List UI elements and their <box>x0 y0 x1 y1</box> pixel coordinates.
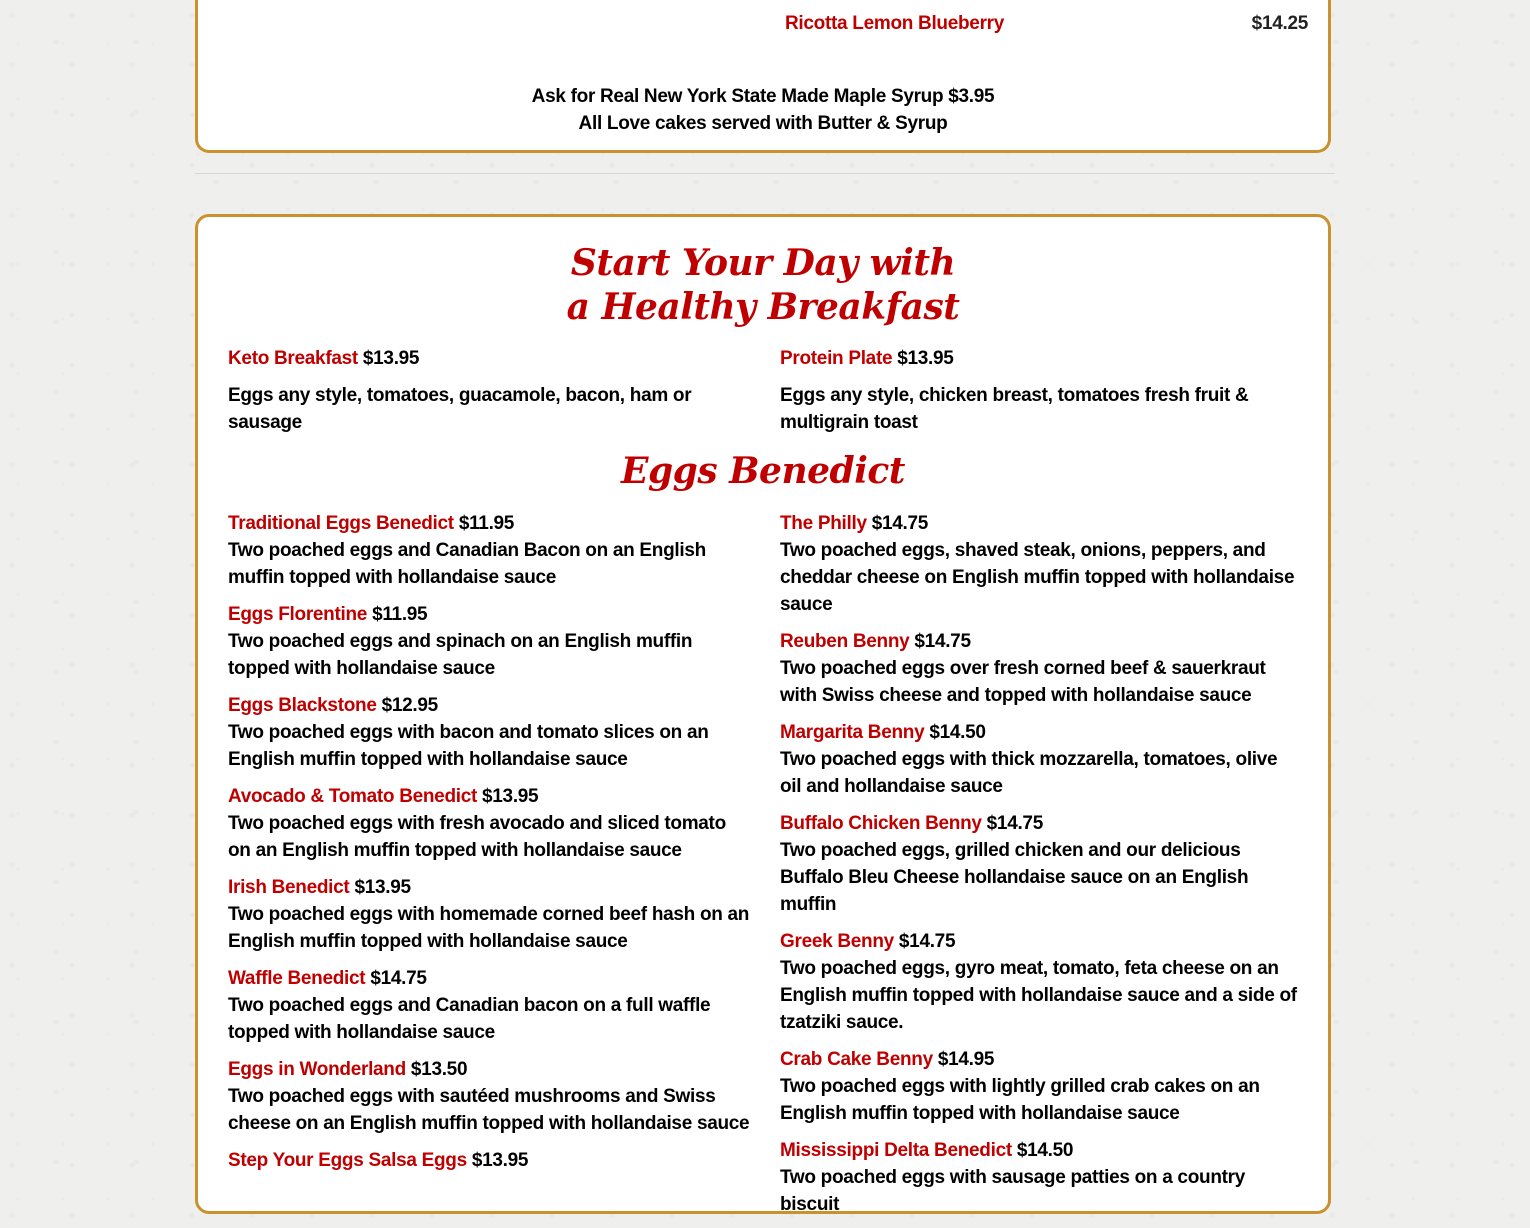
menu-item-price: $14.75 <box>914 631 971 652</box>
syrup-note: Ask for Real New York State Made Maple Syrup $3.95 <box>531 86 995 107</box>
menu-item-desc: Two poached eggs with homemade corned beef hash on an English muffin topped with hollandaise sauce <box>228 904 750 952</box>
healthy-right-col <box>780 345 1300 446</box>
menu-item <box>780 345 1300 436</box>
butter-note: All Love cakes served with Butter & Syrup <box>578 113 948 134</box>
lovecakes-menu-card <box>195 0 1331 153</box>
menu-item-price: $13.95 <box>897 348 954 369</box>
section-divider <box>195 173 1335 174</box>
heading-line-1: Start Your Day with <box>570 242 956 284</box>
menu-item-name: Buffalo Chicken Benny <box>780 813 982 834</box>
menu-item-name: Protein Plate <box>780 348 893 369</box>
menu-item <box>780 1046 1300 1127</box>
healthy-breakfast-heading <box>198 241 1328 329</box>
menu-item-desc: Two poached eggs over fresh corned beef & sauerkraut with Swiss cheese and topped with hollandaise sauce <box>780 658 1266 706</box>
menu-item-name: Greek Benny <box>780 931 894 952</box>
menu-item-price: $14.50 <box>1016 1140 1074 1161</box>
menu-item-price: $14.75 <box>898 931 956 952</box>
menu-item-price: $13.95 <box>471 1150 529 1171</box>
menu-item-desc: Two poached eggs with sausage patties on a country biscuit <box>780 1167 1246 1215</box>
menu-item-price: $13.50 <box>410 1059 468 1080</box>
menu-item-price: $14.25 <box>1251 13 1308 34</box>
menu-item-price: $11.95 <box>372 604 428 625</box>
menu-item-name: Mississippi Delta Benedict <box>780 1140 1012 1161</box>
menu-item-desc: Two poached eggs with thick mozzarella, tomatoes, olive oil and hollandaise sauce <box>780 749 1278 797</box>
menu-item-name: The Philly <box>780 513 867 534</box>
menu-item-name: Reuben Benny <box>780 631 910 652</box>
menu-item-price: $14.95 <box>937 1049 995 1070</box>
menu-item-price: $14.75 <box>370 968 427 989</box>
menu-item-desc: Two poached eggs, shaved steak, onions, peppers, and cheddar cheese on English muffin topped with hollandaise sauce <box>780 540 1295 615</box>
menu-item-name: Keto Breakfast <box>228 348 358 369</box>
breakfast-menu-card <box>195 214 1331 1214</box>
menu-item <box>780 928 1300 1036</box>
menu-item <box>780 719 1300 800</box>
menu-item-price: $13.95 <box>362 348 420 369</box>
menu-item-name: Avocado & Tomato Benedict <box>228 786 478 807</box>
menu-item-name: Margarita Benny <box>780 722 925 743</box>
menu-item <box>228 510 753 591</box>
menu-item <box>228 692 753 773</box>
benedict-left-col <box>228 510 753 1184</box>
menu-item-desc: Two poached eggs with lightly grilled crab cakes on an English muffin topped with hollandaise sauce <box>780 1076 1260 1124</box>
menu-item-price: $14.50 <box>929 722 986 743</box>
menu-item-price: $13.95 <box>354 877 411 898</box>
menu-item-desc: Two poached eggs with sautéed mushrooms and Swiss cheese on an English muffin topped with hollandaise sauce <box>228 1086 750 1134</box>
menu-item-name: Ricotta Lemon Blueberry <box>785 13 1005 34</box>
menu-item <box>228 874 753 955</box>
menu-item-price: $11.95 <box>458 513 515 534</box>
menu-item-name: Irish Benedict <box>228 877 350 898</box>
menu-item <box>780 1137 1300 1218</box>
menu-item <box>780 810 1300 918</box>
menu-item-name: Eggs Blackstone <box>228 695 377 716</box>
menu-item <box>228 1056 753 1137</box>
menu-item-desc: Two poached eggs, gyro meat, tomato, feta cheese on an English muffin topped with hollandaise sauce and a side of tzatziki sauce. <box>780 958 1297 1033</box>
menu-item-desc: Eggs any style, tomatoes, guacamole, bacon, ham or sausage <box>228 385 692 433</box>
healthy-left-col <box>228 345 753 446</box>
heading-line-2: a Healthy Breakfast <box>566 286 960 328</box>
menu-item-price: $13.95 <box>482 786 539 807</box>
menu-item-name: Waffle Benedict <box>228 968 366 989</box>
menu-item-desc: Two poached eggs, grilled chicken and our delicious Buffalo Bleu Cheese hollandaise sauce on an English muffin <box>780 840 1249 915</box>
menu-item <box>780 628 1300 709</box>
menu-item-name: Eggs in Wonderland <box>228 1059 406 1080</box>
eggs-benedict-heading: Eggs Benedict <box>621 450 905 492</box>
menu-item <box>228 345 753 436</box>
menu-item-name: Crab Cake Benny <box>780 1049 933 1070</box>
menu-item <box>228 783 753 864</box>
menu-item-price: $14.75 <box>871 513 929 534</box>
menu-item-name: Step Your Eggs Salsa Eggs <box>228 1150 467 1171</box>
menu-item-desc: Eggs any style, chicken breast, tomatoes fresh fruit & multigrain toast <box>780 385 1249 433</box>
menu-item-price: $12.95 <box>381 695 438 716</box>
menu-item-name: Traditional Eggs Benedict <box>228 513 454 534</box>
menu-item-desc: Two poached eggs and Canadian bacon on a full waffle topped with hollandaise sauce <box>228 995 711 1043</box>
menu-item-desc: Two poached eggs with fresh avocado and sliced tomato on an English muffin topped with hollandaise sauce <box>228 813 726 861</box>
menu-item <box>228 965 753 1046</box>
benedict-right-col <box>780 510 1300 1228</box>
menu-item <box>228 1147 753 1174</box>
menu-item-desc: Two poached eggs with bacon and tomato slices on an English muffin topped with hollandaise sauce <box>228 722 709 770</box>
menu-item-price: $14.75 <box>986 813 1043 834</box>
menu-item-desc: Two poached eggs and Canadian Bacon on an English muffin topped with hollandaise sauce <box>228 540 706 588</box>
menu-item <box>228 601 753 682</box>
menu-item-desc: Two poached eggs and spinach on an English muffin topped with hollandaise sauce <box>228 631 693 679</box>
menu-item <box>780 510 1300 618</box>
menu-item-name: Eggs Florentine <box>228 604 368 625</box>
